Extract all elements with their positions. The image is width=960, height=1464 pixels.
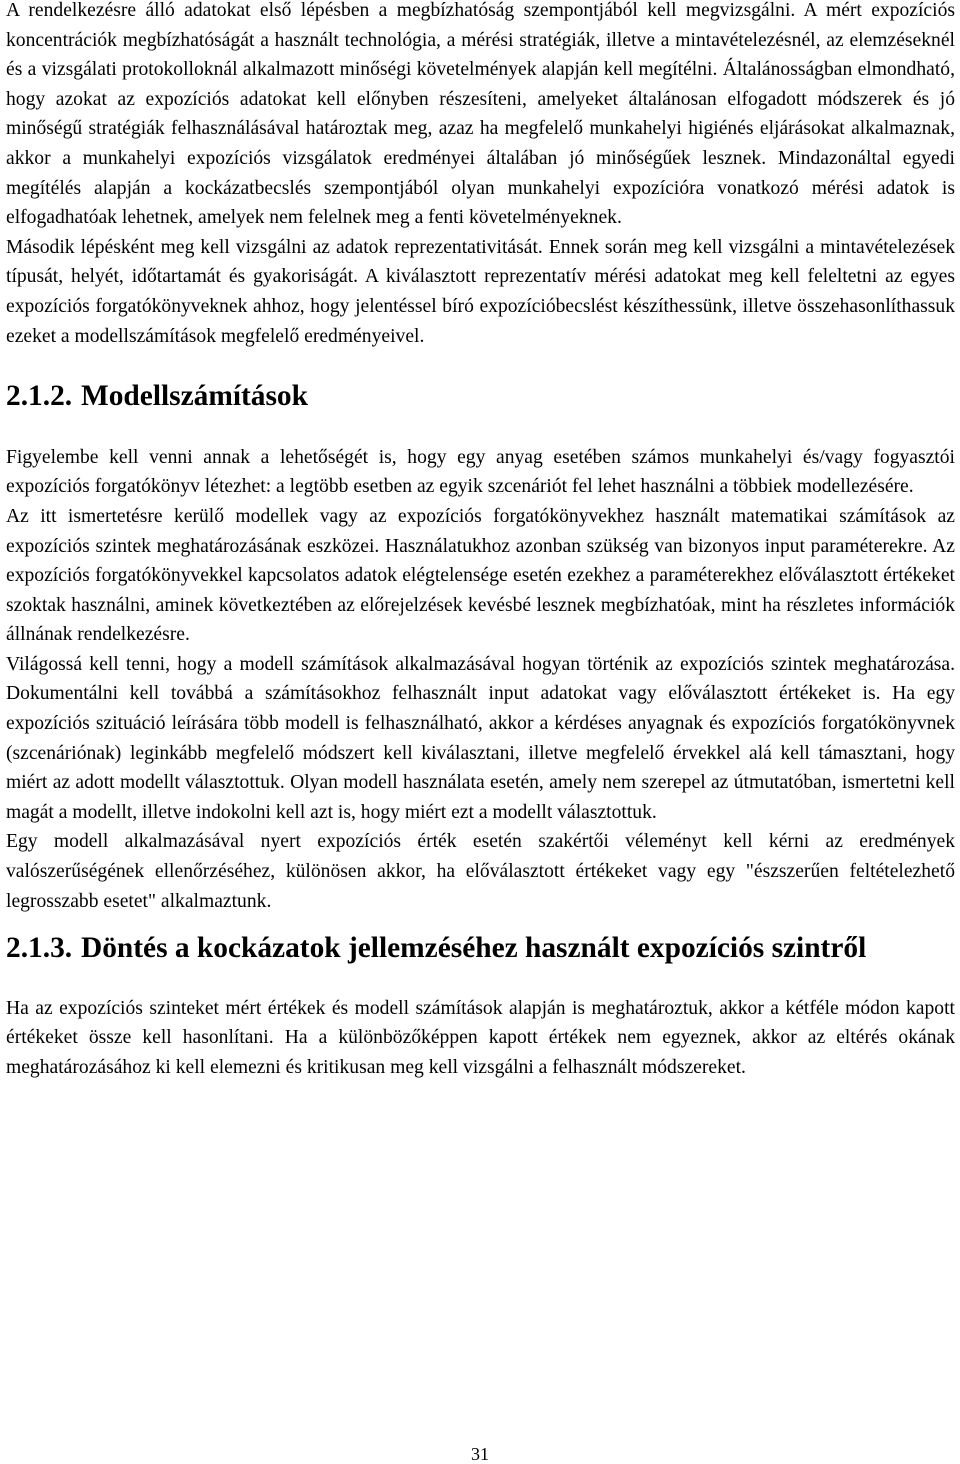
section-number: 2.1.2. xyxy=(6,380,73,413)
paragraph: Figyelembe kell venni annak a lehetőségét is, hogy egy anyag esetében számos munkahelyi és/vagy fogyasztói expozíciós forgatókönyv létezhet: a legtöbb esetben az egyik szcenáriót fel lehet használni a többiek modellezésére. xyxy=(6,446,955,498)
section-heading-dontes xyxy=(6,934,955,964)
section-heading-modellszamitasok xyxy=(6,382,955,412)
representativity-paragraph: Második lépésként meg kell vizsgálni az adatok reprezentativitását. Ennek során meg kell vizsgálni a mintavételezések típusát, helyét, időtartamát és gyakoriságát. A kiválasztott reprezentatív mérési adatokat meg kell feleltetni az egyes expozíciós forgatókönyveknek ahhoz, hogy jelentéssel bíró expozícióbecslést készíthessünk, illetve összehasonlíthassuk ezeket a modellszámítások megfelelő eredményeivel. xyxy=(6,236,955,347)
paragraph: Ha az expozíciós szinteket mért értékek és modell számítások alapján is meghatároztuk, akkor a kétféle módon kapott értékeket össze kell hasonlítani. Ha a különbözőképpen kapott értékek nem egyeznek, akkor az eltérés okának meghatározásához ki kell elemezni és kritikusan meg kell vizsgálni a felhasznált módszereket. xyxy=(6,997,955,1078)
section-title: Modellszámítások xyxy=(81,380,308,413)
section-number: 2.1.3. xyxy=(6,932,73,965)
document-page xyxy=(6,0,955,1083)
page-number: 31 xyxy=(471,1444,489,1464)
section-title: Döntés a kockázatok jellemzéséhez használt expozíciós szintről xyxy=(81,932,867,965)
paragraph: Egy modell alkalmazásával nyert expozíciós érték esetén szakértői véleményt kell kérni az eredmények valószerűségének ellenőrzéséhez, különösen akkor, ha előválasztott értékeket vagy egy "észszerűen feltételezhető legrosszabb esetet" alkalmaztunk. xyxy=(6,831,955,912)
intro-paragraph: A rendelkezésre álló adatokat első lépésben a megbízhatóság szempontjából kell megvizsgálni. A mért expozíciós koncentrációk megbízhatóságát a használt technológia, a mérési stratégiák, illetve a mintavételezésnél, az elemzéseknél és a vizsgálati protokolloknál alkalmazott minőségi követelmények alapján kell megítélni. Általánosságban elmondható, hogy azokat az expozíciós adatokat kell előnyben részesíteni, amelyeket általánosan elfogadott módszerek és jó minőségű stratégiák felhasználásával határoztak meg, azaz ha megfelelő munkahelyi higiénés eljárásokat alkalmaznak, akkor a munkahelyi expozíciós vizsgálatok eredményei általában jó minőségűek lesznek. Mindazonáltal egyedi megítélés alapján a kockázatbecslés szempontjából olyan munkahelyi expozícióra vonatkozó mérési adatok is elfogadhatóak lehetnek, amelyek nem felelnek meg a fenti követelményeknek. xyxy=(6,0,955,229)
paragraph: Az itt ismertetésre kerülő modellek vagy az expozíciós forgatókönyvekhez használt matematikai számítások az expozíciós szintek meghatározásának eszközei. Használatukhoz azonban szükség van bizonyos input paraméterekre. Az expozíciós forgatókönyvekkel kapcsolatos adatok elégtelensége esetén ezekhez a paraméterekhez előválasztott értékeket szoktak használni, aminek következtében az előrejelzések kevésbé lesznek megbízhatóak, mint ha részletes információk állnának rendelkezésre. xyxy=(6,505,955,646)
paragraph: Világossá kell tenni, hogy a modell számítások alkalmazásával hogyan történik az expozíciós szintek meghatározása. Dokumentálni kell továbbá a számításokhoz felhasznált input adatokat vagy előválasztott értékeket is. Ha egy expozíciós szituáció leírására több modell is felhasználható, akkor a kérdéses anyagnak és expozíciós forgatókönyvnek (szcenáriónak) leginkább megfelelő módszert kell kiválasztani, illetve megfelelő érvekkel alá kell támasztani, hogy miért az adott modellt választottuk. Olyan modell használata esetén, amely nem szerepel az útmutatóban, ismertetni kell magát a modellt, illetve indokolni kell azt is, hogy miért ezt a modellt választottuk. xyxy=(6,653,955,823)
